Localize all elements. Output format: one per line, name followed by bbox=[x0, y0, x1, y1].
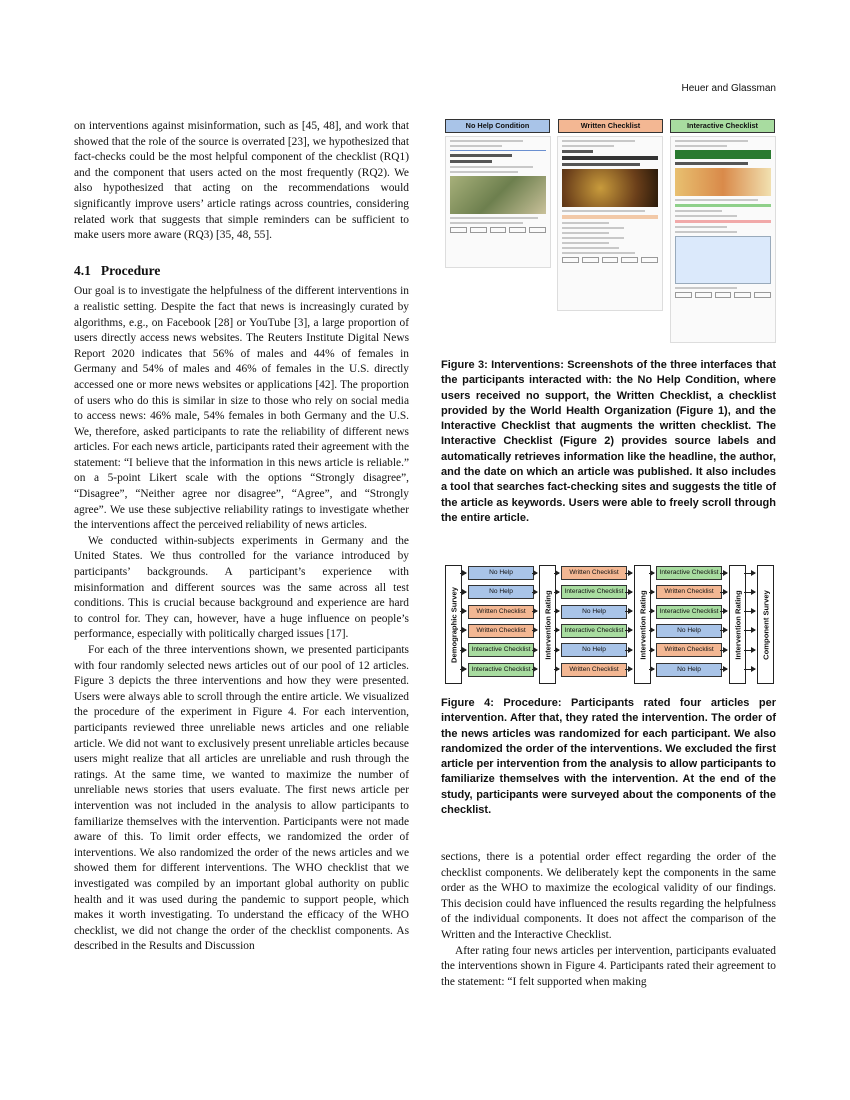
intro-paragraph: on interventions against misinformation, such as [45, 48], and work that showed that the role of the source is overrated [23], we hypothesized that fact-checks could be the most helpful component of the checklist (RQ1) and the component that users acted on the most frequently (RQ2). We also hypothesized that acting on the recommendations would significantly improve users’ article ratings across countries, considering related work that suggests that simple reminders can be sufficient to make users more aware (RQ3) [35, 48, 55]. bbox=[74, 120, 409, 242]
procedure-box: Written Checklist bbox=[656, 643, 722, 657]
section-heading bbox=[74, 263, 409, 279]
flow-arrow bbox=[625, 650, 632, 651]
stage-intervention-rating-1: Intervention Rating bbox=[539, 565, 556, 684]
flow-arrow bbox=[460, 573, 466, 574]
flow-arrow bbox=[460, 630, 466, 631]
flow-arrow bbox=[460, 611, 466, 612]
procedure-box: Written Checklist bbox=[468, 605, 534, 619]
paragraph: sections, there is a potential order effect regarding the order of the checklist components. We deliberately kept the components in the same order as the WHO to maximize the ecological validity of our findings. This decision could have influenced the results regarding the helpfulness of the individual components. It does not affect the comparison of the Written and the Interactive Checklist. bbox=[441, 851, 776, 941]
procedure-box: Interactive Checklist bbox=[561, 624, 627, 638]
flow-arrow bbox=[625, 630, 632, 631]
flow-arrow bbox=[649, 611, 654, 612]
procedure-box: No Help bbox=[561, 643, 627, 657]
flow-arrow bbox=[532, 611, 537, 612]
figure-3-interventions bbox=[441, 117, 777, 347]
paragraph: We conducted within-subjects experiments in Germany and the United States. We thus controlled for the variance introduced by participants’ backgrounds. A participant’s experience with misinformation and different sources was the same across all test conditions. This is crucial because background and experience are hard to control for. They can, however, have a huge influence on people’s performance, especially with politically charged issues [17]. bbox=[74, 534, 409, 641]
flow-arrow bbox=[532, 630, 537, 631]
section-title: Procedure bbox=[100, 262, 161, 278]
flow-arrow bbox=[532, 650, 537, 651]
stage-intervention-rating-3: Intervention Rating bbox=[729, 565, 746, 684]
screenshot-no-help bbox=[445, 136, 551, 268]
flow-arrow bbox=[744, 573, 755, 574]
flow-arrow bbox=[744, 669, 755, 670]
right-column bbox=[441, 850, 776, 990]
paragraph: For each of the three interventions shown, we presented participants with four randomly selected news articles out of our pool of 12 articles. Figure 3 depicts the three interventions and how they were presented. Users were always able to scroll through the entire article. We visualized the procedure of the experiment in Figure 4. For each intervention, participants reviewed three unreliable news articles and one reliable article. We did not want to exclusively present unreliable articles because users might realize that all articles are unreliable and rush through the ratings. At the same time, we wanted to maximize the number of unreliable news stories that users evaluate. The first news article per intervention was not included in the analysis to allow participants to familiarize themselves with the intervention. Participants were not made aware of this. To limit order effects, we randomized the order of interventions. We also randomized the order of the news articles and we showed them for different interventions. The WHO checklist that we investigated was compiled by an important global authority on public health and it was used during the pandemic to support people, which makes it worth investigating. To understand the efficacy of the WHO checklist, we did not change the order of the checklist components. As described in the Results and Discussion bbox=[74, 644, 409, 953]
figure-4-procedure bbox=[441, 561, 777, 687]
flow-arrow bbox=[649, 669, 654, 670]
flow-arrow bbox=[744, 630, 755, 631]
flow-arrow bbox=[720, 573, 727, 574]
flow-arrow bbox=[554, 650, 559, 651]
left-column bbox=[74, 119, 409, 955]
flow-arrow bbox=[649, 592, 654, 593]
procedure-box: No Help bbox=[468, 566, 534, 580]
procedure-box: Interactive Checklist bbox=[656, 605, 722, 619]
procedure-box: Interactive Checklist bbox=[468, 643, 534, 657]
panel-label-written: Written Checklist bbox=[558, 119, 663, 133]
flow-arrow bbox=[554, 630, 559, 631]
flow-arrow bbox=[744, 611, 755, 612]
flow-arrow bbox=[532, 573, 537, 574]
screenshot-interactive-checklist bbox=[670, 136, 776, 343]
flow-arrow bbox=[720, 650, 727, 651]
flow-arrow bbox=[720, 669, 727, 670]
flow-arrow bbox=[720, 611, 727, 612]
figure-3-caption: Figure 3: Interventions: Screenshots of the three interfaces that the participants interacted with: the No Help Condition, where users received no support, the Written Checklist, a checklist provided by the World Health Organization (Figure 1), and the Interactive Checklist that augments the written checklist. The Interactive Checklist (Figure 2) provides source labels and automatically retrieves information like the headline, the author, and the date on which an article was published. It also includes a tool that searches fact-checking sites and suggests the title of the article as keywords. Users were able to freely scroll through the entire article. bbox=[441, 359, 776, 524]
section-number: 4.1 bbox=[74, 262, 91, 278]
figure-4-caption: Figure 4: Procedure: Participants rated four articles per intervention. After that, they rated the intervention. The order of the news articles was randomized for each participant. We also randomized the order of the interventions. We excluded the first article per intervention from the analysis to allow participants to familiarize themselves with the intervention. At the end of the study, participants were surveyed about the components of the checklist. bbox=[441, 697, 776, 817]
flow-arrow bbox=[532, 669, 537, 670]
flow-arrow bbox=[720, 592, 727, 593]
flow-arrow bbox=[554, 573, 559, 574]
flow-arrow bbox=[625, 669, 632, 670]
procedure-box: No Help bbox=[468, 585, 534, 599]
flow-arrow bbox=[532, 592, 537, 593]
flow-arrow bbox=[649, 650, 654, 651]
procedure-box: Written Checklist bbox=[656, 585, 722, 599]
procedure-box: Interactive Checklist bbox=[468, 663, 534, 677]
procedure-box: Written Checklist bbox=[561, 566, 627, 580]
procedure-box: Written Checklist bbox=[561, 663, 627, 677]
paragraph: Our goal is to investigate the helpfulness of the different interventions in a realistic setting. Despite the fact that news is increasingly curated by algorithms, e.g., on Facebook [28] or YouTube [3], a large proportion of users directly access news websites. The Reuters Institute Digital News Report 2020 indicates that 56% of males and 44% of females in Germany and 54% of males and 46% of females in the U.S. directly accessed one or more news websites or applications [42]. The proportion of users who do this is similar in size to those who rely on social media to access news: 46% male, 54% females in both Germany and the U.S. We, therefore, asked participants to rate the reliability of different news articles. For each news article, participants rated their agreement with the statement: “I believe that the information in this news article is reliable.” on a 5-point Likert scale with the options “Strongly disagree”, “Disagree”, “Neither agree nor disagree”, “Agree”, and “Strongly agree”. We use these subjective reliability ratings to investigate whether the interventions affect the perceived reliability of news articles. bbox=[74, 285, 409, 532]
screenshot-written-checklist bbox=[557, 136, 663, 311]
flow-arrow bbox=[554, 669, 559, 670]
flow-arrow bbox=[649, 630, 654, 631]
procedure-box: No Help bbox=[656, 663, 722, 677]
flow-arrow bbox=[554, 611, 559, 612]
flow-arrow bbox=[460, 592, 466, 593]
flow-arrow bbox=[744, 592, 755, 593]
panel-label-interactive: Interactive Checklist bbox=[670, 119, 775, 133]
procedure-box: No Help bbox=[656, 624, 722, 638]
flow-arrow bbox=[744, 650, 755, 651]
panel-label-no-help: No Help Condition bbox=[445, 119, 550, 133]
stage-intervention-rating-2: Intervention Rating bbox=[634, 565, 651, 684]
flow-arrow bbox=[625, 592, 632, 593]
procedure-box: Written Checklist bbox=[468, 624, 534, 638]
flow-arrow bbox=[625, 611, 632, 612]
flow-arrow bbox=[625, 573, 632, 574]
procedure-box: No Help bbox=[561, 605, 627, 619]
flow-arrow bbox=[554, 592, 559, 593]
flow-arrow bbox=[460, 650, 466, 651]
procedure-box: Interactive Checklist bbox=[656, 566, 722, 580]
flow-arrow bbox=[460, 669, 466, 670]
flow-arrow bbox=[649, 573, 654, 574]
stage-component-survey: Component Survey bbox=[757, 565, 774, 684]
running-head: Heuer and Glassman bbox=[681, 83, 776, 94]
paragraph: After rating four news articles per intervention, participants evaluated the interventions shown in Figure 4. Participants rated their agreement to the statement: “I felt supported when making bbox=[441, 944, 776, 988]
procedure-box: Interactive Checklist bbox=[561, 585, 627, 599]
flow-arrow bbox=[720, 630, 727, 631]
stage-demographic-survey: Demographic Survey bbox=[445, 565, 462, 684]
